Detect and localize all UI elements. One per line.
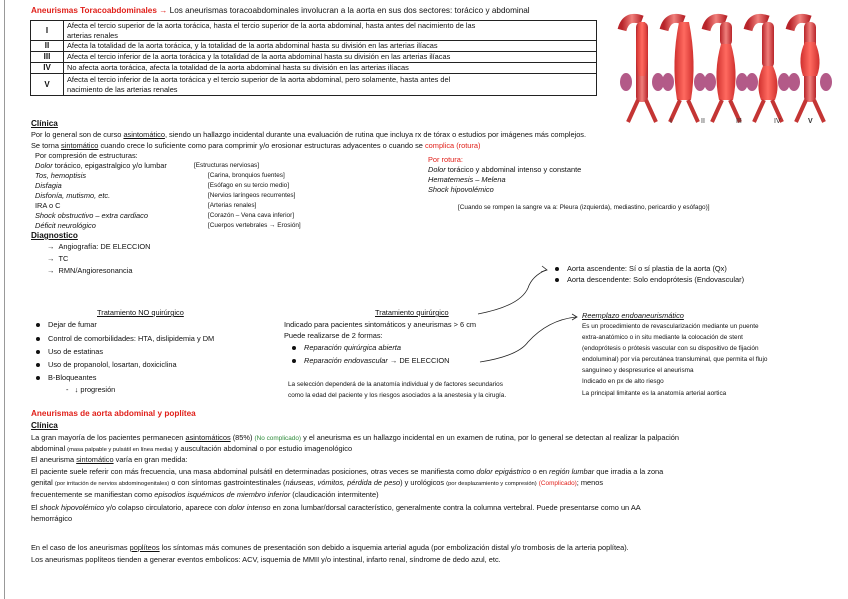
bullet-icon [292, 346, 296, 350]
quirurgico-line: Indicado para pacientes sintomáticos y aneurismas > 6 cm [284, 320, 477, 329]
paragraph-line: frecuentemente se manifiestan como episodios isquémicos de miembro inferior (claudicación intermitente) [31, 490, 379, 499]
class-desc: Afecta el tercio inferior de la aorta torácica y el tercio superior de la aorta abdominal, pero solamente, hasta antes del nacimiento de las arterias renales [64, 74, 597, 96]
rotura-item: Shock hipovolémico [428, 185, 494, 194]
compresion-item: Tos, hemoptisis [35, 171, 87, 180]
compresion-note: [Estructuras nerviosas] [194, 162, 259, 169]
compresion-note: [Arterias renales] [208, 202, 257, 209]
diagnostico-item: → TC [47, 254, 69, 263]
class-num: V [31, 74, 64, 96]
rotura-heading: Por rotura: [428, 155, 463, 164]
bullet-icon [292, 359, 296, 363]
class-num: I [31, 21, 64, 41]
class-num: III [31, 52, 64, 63]
paragraph-line: El aneurisma sintomático varía en gran medida: [31, 455, 188, 464]
list-item: Reparación quirúrgica abierta [292, 343, 401, 353]
compresion-note: [Cuerpos vertebrales → Erosión] [208, 222, 301, 229]
paragraph-line: Los aneurismas poplíteos tienden a generar eventos embolicos: ACV, isquemia de MMII y/o intestinal, infarto renal, síndrome de dedo azul, etc. [31, 555, 501, 564]
class-num: II [31, 41, 64, 52]
right-arrow-icon: → [47, 242, 55, 251]
list-item: Dejar de fumar [36, 320, 97, 330]
figure-label: II [701, 118, 705, 125]
class-desc: No afecta aorta torácica, afecta la totalidad de la aorta abdominal hasta su división en las arterias ilíacas [64, 63, 597, 74]
bullet-icon [36, 376, 40, 380]
paragraph-line: genital (por irritación de nervios abdominogenitales) o con síntomas gastrointestinales (náuseas, vómitos, pérdida de peso) y urológicos (por desplazamiento y compresión) (Complicado); menos [31, 478, 604, 487]
bullet-icon [36, 337, 40, 341]
quirurgico-note: como la edad del paciente y los riesgos asociados a la anestesia y la cirugía. [288, 392, 507, 399]
compresion-note: [Esófago en su tercio medio] [208, 182, 289, 189]
compresion-note: [Corazón – Vena cava inferior] [208, 212, 294, 219]
clinica-heading: Clínica [31, 119, 58, 128]
endo-line: extra-anatómico o in situ mediante la colocación de stent [582, 334, 743, 341]
endo-heading: Reemplazo endoaneurismático [582, 311, 684, 320]
figure-label: III [736, 118, 742, 125]
paragraph-line: abdominal (masa palpable y pulsátil en línea media) y auscultación abdominal o por estudio imagenológico [31, 444, 353, 453]
endo-line: Es un procedimiento de revascularización mediante un puente [582, 323, 759, 330]
rotura-note: [Cuando se rompen la sangre va a: Pleura (izquierda), mediastino, pericardio y esófago)] [458, 204, 710, 211]
compresion-item: Disfagia [35, 181, 62, 190]
figure-label: IV [774, 118, 781, 125]
paragraph-line: La gran mayoría de los pacientes permanecen asintomáticos (85%) (No complicado) y el aneurisma es un hallazgo incidental en un examen de rutina, por lo general se detectan al realizar la palpación [31, 433, 680, 442]
compresion-heading: Por compresión de estructuras: [35, 151, 138, 160]
endo-line: endoluminal) por vía percutánea transluminal, que permita el flujo [582, 356, 768, 363]
endo-line: La principal limitante es la anatomía arterial aortica [582, 390, 727, 397]
list-item: Control de comorbilidades: HTA, dislipidemia y DM [36, 334, 214, 344]
diagnostico-item: → RMN/Angioresonancia [47, 266, 133, 275]
right-arrow-icon: → [47, 266, 55, 275]
list-item: Uso de estatinas [36, 347, 103, 357]
paragraph-line: hemorrágico [31, 514, 73, 523]
abdominal-heading: Aneurismas de aorta abdominal y poplítea [31, 409, 196, 418]
title-text: Los aneurismas toracoabdominales involucran a la aorta en sus dos sectores: torácico y abdominal [169, 6, 530, 15]
clinica-line-2: Se torna sintomático cuando crece lo suficiente como para comprimir y/o erosionar estructuras adyacentes o cuando se complica (rotura) [31, 141, 481, 150]
endo-line: (endoprótesis o prótesis vascular con su dispositivo de fijación [582, 345, 759, 352]
connector-arrow-to-aorta-icon [478, 270, 546, 314]
right-arrow-icon: → [47, 254, 55, 263]
endo-line: Indicado en px de alto riesgo [582, 378, 664, 385]
compresion-note: [Carina, bronquios fuentes] [208, 172, 285, 179]
class-num: IV [31, 63, 64, 74]
diagnostico-heading: Diagnostico [31, 231, 78, 240]
class-desc: Afecta el tercio inferior de la aorta torácica y la totalidad de la aorta abdominal hasta su división en las arterias ilíacas [64, 52, 597, 63]
endo-line: sanguíneo y despresurice el aneurisma [582, 367, 694, 374]
aorta-bullet: Aorta ascendente: Sí o sí plastia de la aorta (Qx) [555, 264, 727, 274]
section-title: Aneurismas Toracoabdominales [31, 6, 157, 15]
compresion-note: [Nervios laríngeos recurrentes] [208, 192, 296, 199]
bullet-icon [36, 363, 40, 367]
paragraph-line: El shock hipovolémico y/o colapso circulatorio, aparece con dolor intenso en zona lumbar/dorsal característico, generalmente contra la columna vertebral. Puede presentarse como un AA [31, 503, 641, 512]
class-desc: Afecta el tercio superior de la aorta torácica, hasta el tercio superior de la aorta abdominal, hasta antes del nacimiento de las arterias renales [64, 21, 597, 41]
figure-label: I [670, 118, 672, 125]
sub-item: - ↓ progresión [66, 385, 116, 394]
compresion-item: Déficit neurológico [35, 221, 96, 230]
connector-arrow-to-endo-icon [480, 317, 576, 362]
rotura-item: Hematemesis – Melena [428, 175, 506, 184]
paragraph-line: En el caso de los aneurismas poplíteos los síntomas más comunes de presentación son debido a isquemia arterial aguda (por embolización distal y/o trombosis de la arteria poplítea). [31, 543, 629, 552]
paragraph-line: El paciente suele referir con más frecuencia, una masa abdominal pulsátil en determinadas posiciones, otras veces se manifiesta como dolor epigástrico o en región lumbar que irradia a la zona [31, 467, 664, 476]
no-quirurgico-heading: Tratamiento NO quirúrgico [97, 308, 184, 317]
clinica-line-1: Por lo general son de curso asintomático, siendo un hallazgo incidental durante una evaluación de rutina que incluya rx de tórax o estudios por imágenes más complejos. [31, 130, 587, 139]
diagnostico-item: → Angiografía: DE ELECCION [47, 242, 151, 251]
rotura-item: Dolor torácico y abdominal intenso y constante [428, 165, 582, 174]
list-item: Uso de propanolol, losartan, doxiciclina [36, 360, 177, 370]
figure-label: V [808, 118, 813, 125]
quirurgico-heading: Tratamiento quirúrgico [375, 308, 449, 317]
quirurgico-note: La selección dependerá de la anatomía individual y de factores secundarios [288, 381, 503, 388]
compresion-item: Dolor torácico, epigastralgico y/o lumbar [35, 161, 167, 170]
list-item: B-Bloqueantes [36, 373, 96, 383]
compresion-item: Shock obstructivo – extra cardiaco [35, 211, 148, 220]
bullet-icon [36, 323, 40, 327]
compresion-item: Disfonía, mutismo, etc. [35, 191, 111, 200]
quirurgico-line: Puede realizarse de 2 formas: [284, 331, 383, 340]
compresion-item: IRA o C [35, 201, 61, 210]
class-desc: Afecta la totalidad de la aorta torácica, y la totalidad de la aorta abdominal hasta su división en las arterias ilíacas [64, 41, 597, 52]
right-arrow-icon: → [159, 6, 168, 15]
bullet-icon [36, 350, 40, 354]
list-item: Reparación endovascular → DE ELECCION [292, 356, 449, 366]
abdominal-clinica-heading: Clínica [31, 421, 58, 430]
aorta-bullet: Aorta descendente: Solo endoprótesis (Endovascular) [555, 275, 744, 285]
